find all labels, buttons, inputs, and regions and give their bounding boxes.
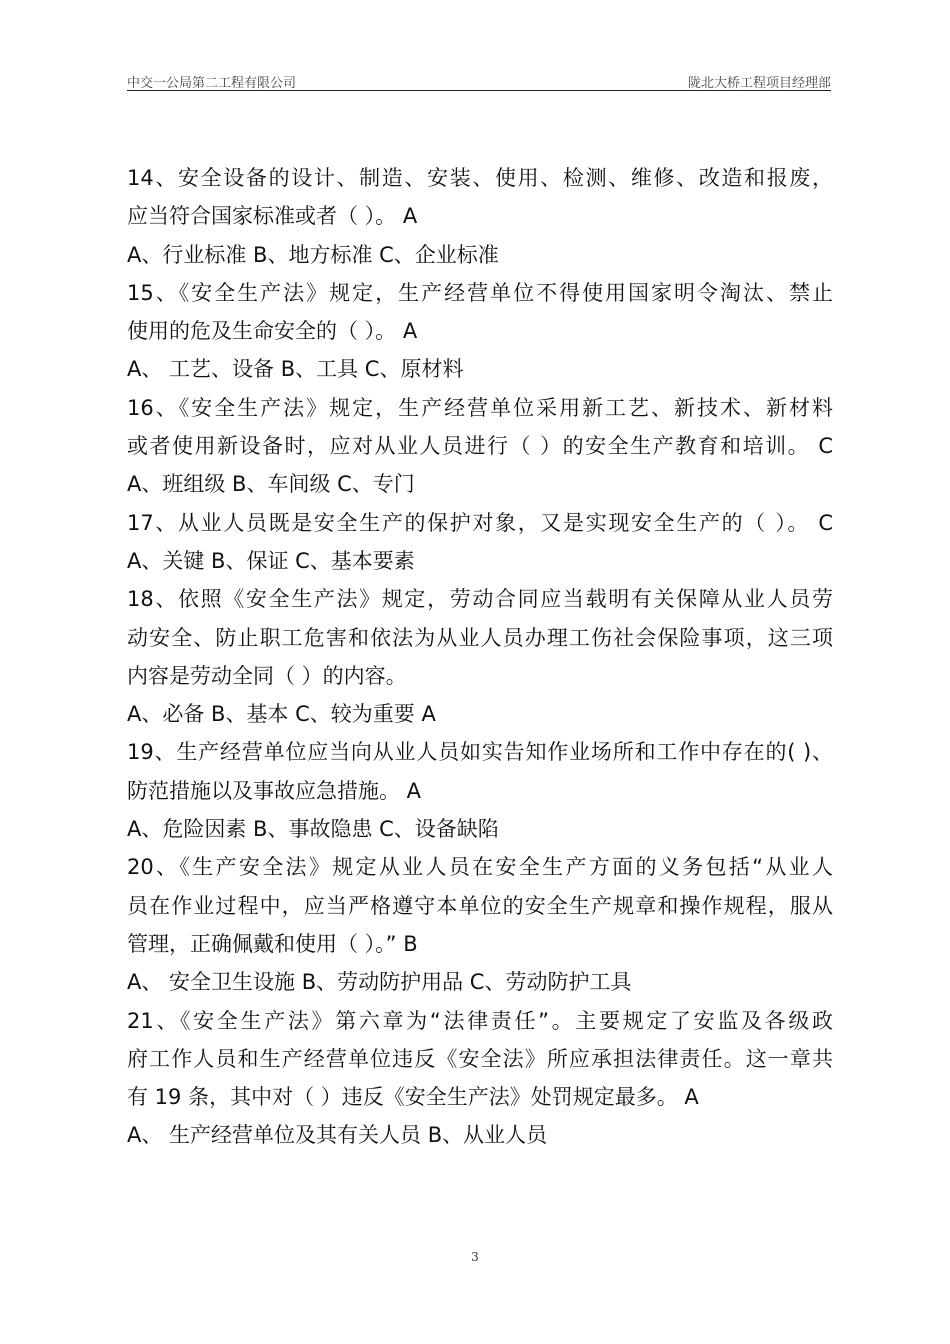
- text-line: 17、从业人员既是安全生产的保护对象，又是实现安全生产的（ ）。 C: [127, 510, 833, 535]
- text-line: A、危险因素 B、事故隐患 C、设备缺陷: [127, 817, 499, 842]
- text-line: 使用的危及生命安全的（ ）。 A: [127, 319, 418, 344]
- text-line: 18、依照《安全生产法》规定，劳动合同应当载明有关保障从业人员劳: [127, 587, 833, 612]
- header-project: 陇北大桥工程项目经理部: [687, 76, 831, 91]
- text-line: A、 安全卫生设施 B、劳动防护用品 C、劳动防护工具: [127, 970, 632, 995]
- text-line: 16、《安全生产法》规定，生产经营单位采用新工艺、新技术、新材料: [127, 395, 833, 420]
- document-body: [127, 159, 833, 1155]
- text-line: 府工作人员和生产经营单位违反《安全法》所应承担法律责任。这一章共: [127, 1046, 833, 1071]
- text-line: 内容是劳动全同（ ）的内容。: [127, 663, 407, 688]
- text-line: 19、生产经营单位应当向从业人员如实告知作业场所和工作中存在的( )、: [127, 740, 833, 765]
- page-header: [127, 70, 831, 91]
- text-line: 有 19 条，其中对（ ）违反《安全生产法》处罚规定最多。 A: [127, 1085, 699, 1110]
- text-line: 员在作业过程中，应当严格遵守本单位的安全生产规章和操作规程，服从: [127, 893, 833, 918]
- text-line: 15、《安全生产法》规定，生产经营单位不得使用国家明令淘汰、禁止: [127, 280, 833, 305]
- text-line: A、关键 B、保证 C、基本要素: [127, 548, 415, 573]
- text-line: A、 工艺、设备 B、工具 C、原材料: [127, 357, 464, 382]
- text-line: 应当符合国家标准或者（ ）。 A: [127, 204, 418, 229]
- text-line: A、 生产经营单位及其有关人员 B、从业人员: [127, 1123, 548, 1148]
- text-line: 管理，正确佩戴和使用（ ）。” B: [127, 931, 418, 956]
- text-line: 21、《安全生产法》第六章为“法律责任”。主要规定了安监及各级政: [127, 1008, 833, 1033]
- header-company: 中交一公局第二工程有限公司: [127, 76, 297, 91]
- text-line: A、必备 B、基本 C、较为重要 A: [127, 702, 436, 727]
- text-line: A、行业标准 B、地方标准 C、企业标准: [127, 242, 499, 267]
- text-line: 防范措施以及事故应急措施。 A: [127, 778, 422, 803]
- text-line: 14、安全设备的设计、制造、安装、使用、检测、维修、改造和报废，: [127, 166, 833, 190]
- text-line: 动安全、防止职工危害和依法为从业人员办理工伤社会保险事项，这三项: [127, 625, 833, 650]
- text-line: 20、《生产安全法》规定从业人员在安全生产方面的义务包括“从业人: [127, 855, 833, 880]
- text-line: 或者使用新设备时，应对从业人员进行（ ）的安全生产教育和培训。 C: [127, 434, 833, 459]
- page-number: 3: [471, 1250, 479, 1264]
- text-line: A、班组级 B、车间级 C、专门: [127, 472, 415, 497]
